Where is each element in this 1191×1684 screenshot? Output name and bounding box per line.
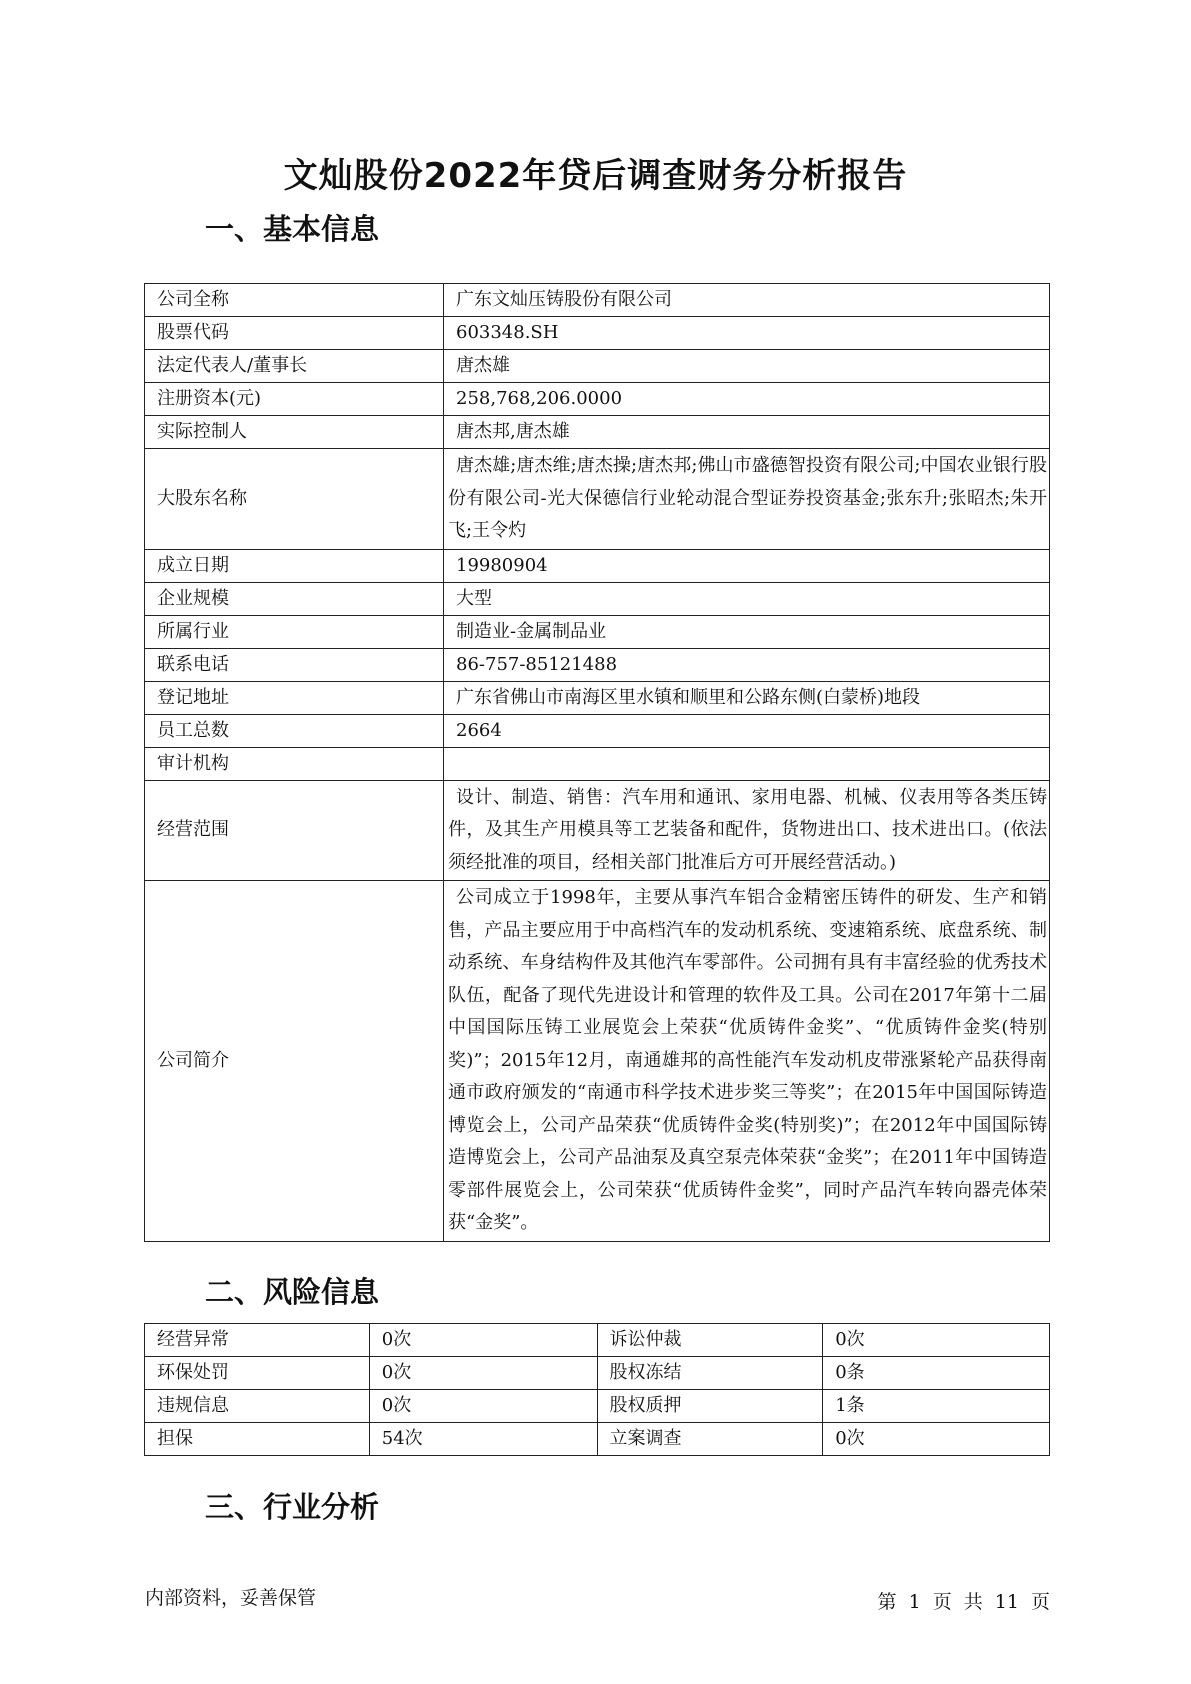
table-row bbox=[145, 449, 1050, 550]
field-value bbox=[444, 747, 1050, 780]
risk-label: 违规信息 bbox=[145, 1390, 370, 1423]
field-label: 成立日期 bbox=[145, 549, 444, 582]
field-value: 设计、制造、销售：汽车用和通讯、家用电器、机械、仪表用等各类压铸件，及其生产用模具等工艺装备和配件，货物进出口、技术进出口。(依法须经批准的项目，经相关部门批准后方可开展经营活动。) bbox=[444, 780, 1050, 881]
table-row bbox=[145, 582, 1050, 615]
risk-value: 54次 bbox=[369, 1423, 597, 1456]
field-label: 审计机构 bbox=[145, 747, 444, 780]
table-row bbox=[145, 416, 1050, 449]
field-value: 唐杰雄 bbox=[444, 350, 1050, 383]
field-value: 广东文灿压铸股份有限公司 bbox=[444, 284, 1050, 317]
field-value: 86-757-85121488 bbox=[444, 648, 1050, 681]
field-value: 603348.SH bbox=[444, 317, 1050, 350]
field-label: 注册资本(元) bbox=[145, 383, 444, 416]
field-value: 19980904 bbox=[444, 549, 1050, 582]
risk-label: 环保处罚 bbox=[145, 1357, 370, 1390]
risk-label: 股权冻结 bbox=[597, 1357, 823, 1390]
field-value: 大型 bbox=[444, 582, 1050, 615]
table-row bbox=[145, 1357, 1050, 1390]
field-label: 经营范围 bbox=[145, 780, 444, 881]
risk-label: 立案调查 bbox=[597, 1423, 823, 1456]
table-row bbox=[145, 881, 1050, 1242]
field-value: 2664 bbox=[444, 714, 1050, 747]
table-row bbox=[145, 284, 1050, 317]
section-heading-basic-info: 一、基本信息 bbox=[205, 212, 380, 246]
table-row bbox=[145, 648, 1050, 681]
risk-label: 经营异常 bbox=[145, 1324, 370, 1357]
table-row bbox=[145, 681, 1050, 714]
basic-info-table bbox=[144, 283, 1050, 1242]
risk-value: 0次 bbox=[823, 1423, 1050, 1456]
field-value: 广东省佛山市南海区里水镇和顺里和公路东侧(白蒙桥)地段 bbox=[444, 681, 1050, 714]
field-label: 企业规模 bbox=[145, 582, 444, 615]
footer-confidential-note: 内部资料，妥善保管 bbox=[145, 1587, 317, 1609]
risk-value: 0次 bbox=[369, 1390, 597, 1423]
section-heading-industry-analysis: 三、行业分析 bbox=[205, 1490, 380, 1524]
field-label: 联系电话 bbox=[145, 648, 444, 681]
field-label: 公司简介 bbox=[145, 881, 444, 1242]
table-row bbox=[145, 1390, 1050, 1423]
field-label: 大股东名称 bbox=[145, 449, 444, 550]
field-value: 制造业-金属制品业 bbox=[444, 615, 1050, 648]
table-row bbox=[145, 1324, 1050, 1357]
table-row bbox=[145, 317, 1050, 350]
risk-info-table bbox=[144, 1323, 1050, 1456]
risk-label: 股权质押 bbox=[597, 1390, 823, 1423]
risk-label: 诉讼仲裁 bbox=[597, 1324, 823, 1357]
risk-value: 0次 bbox=[369, 1357, 597, 1390]
field-value: 唐杰邦,唐杰雄 bbox=[444, 416, 1050, 449]
field-label: 所属行业 bbox=[145, 615, 444, 648]
field-label: 登记地址 bbox=[145, 681, 444, 714]
field-label: 股票代码 bbox=[145, 317, 444, 350]
table-row bbox=[145, 615, 1050, 648]
page-number: 第 1 页 共 11 页 bbox=[877, 1591, 1050, 1613]
field-value: 唐杰雄;唐杰维;唐杰操;唐杰邦;佛山市盛德智投资有限公司;中国农业银行股份有限公司-光大保德信行业轮动混合型证券投资基金;张东升;张昭杰;朱开飞;王令灼 bbox=[444, 449, 1050, 550]
field-label: 实际控制人 bbox=[145, 416, 444, 449]
risk-value: 0次 bbox=[369, 1324, 597, 1357]
table-row bbox=[145, 714, 1050, 747]
risk-label: 担保 bbox=[145, 1423, 370, 1456]
table-row bbox=[145, 350, 1050, 383]
field-label: 员工总数 bbox=[145, 714, 444, 747]
risk-value: 0条 bbox=[823, 1357, 1050, 1390]
table-row bbox=[145, 747, 1050, 780]
page-title: 文灿股份2022年贷后调查财务分析报告 bbox=[283, 156, 908, 196]
table-row bbox=[145, 780, 1050, 881]
risk-value: 1条 bbox=[823, 1390, 1050, 1423]
table-row bbox=[145, 1423, 1050, 1456]
table-row bbox=[145, 383, 1050, 416]
field-label: 法定代表人/董事长 bbox=[145, 350, 444, 383]
field-value: 258,768,206.0000 bbox=[444, 383, 1050, 416]
section-heading-risk-info: 二、风险信息 bbox=[205, 1275, 380, 1309]
table-row bbox=[145, 549, 1050, 582]
field-label: 公司全称 bbox=[145, 284, 444, 317]
risk-value: 0次 bbox=[823, 1324, 1050, 1357]
field-value: 公司成立于1998年，主要从事汽车铝合金精密压铸件的研发、生产和销售，产品主要应用于中高档汽车的发动机系统、变速箱系统、底盘系统、制动系统、车身结构件及其他汽车零部件。公司拥有具有丰富经验的优秀技术队伍，配备了现代先进设计和管理的软件及工具。公司在2017年第十二届中国国际压铸工业展览会上荣获“优质铸件金奖”、“优质铸件金奖(特别奖)”；2015年12月，南通雄邦的高性能汽车发动机皮带涨紧轮产品获得南通市政府颁发的“南通市科学技术进步奖三等奖”；在2015年中国国际铸造博览会上，公司产品荣获“优质铸件金奖(特别奖)”；在2012年中国国际铸造博览会上，公司产品油泵及真空泵壳体荣获“金奖”；在2011年中国铸造零部件展览会上，公司荣获“优质铸件金奖”，同时产品汽车转向器壳体荣获“金奖”。 bbox=[444, 881, 1050, 1242]
